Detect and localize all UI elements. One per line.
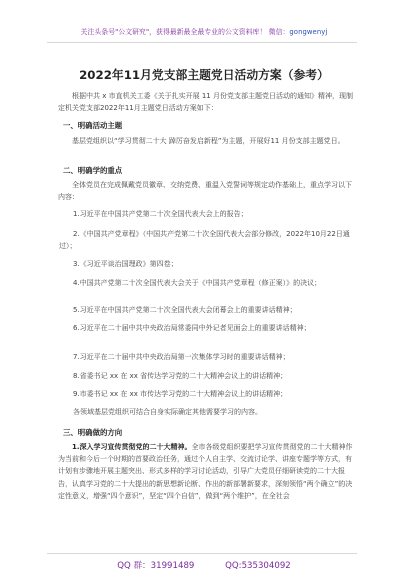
study-item: 5.习近平在中国共产党第二十次全国代表大会闭幕会上的重要讲话精神； xyxy=(73,306,297,314)
wechat-id-link[interactable]: gongwenyj xyxy=(289,28,328,36)
promo-banner xyxy=(0,26,408,36)
section-3-paragraph xyxy=(58,441,358,502)
section-3-heading: 三、明确做的方向 xyxy=(63,428,123,437)
section-3-lead: 1.深入学习宣传贯彻党的二十大精神。 xyxy=(72,443,192,451)
footer-contact xyxy=(0,559,408,571)
intro-paragraph: 根据中共 x 市直机关工委《关于扎实开展 11 月份党支部主题党日活动的通知》精神，现制定机关党支部2022年11月主题党日活动方案如下： xyxy=(58,92,353,112)
study-item: 8.省委书记 xx 在 xx 省传达学习党的二十大精神会议上的讲话精神； xyxy=(73,372,288,380)
section-2-heading: 二、明确学的重点 xyxy=(63,166,123,175)
study-item: 6.习近平在二十届中共中央政治局常委同中外记者见面会上的重要讲话精神； xyxy=(73,324,311,332)
section-3-body: 全市各级党组织要把学习宣传贯彻党的二十大精神作为当前和今后一个时期的首要政治任务，通过个人自主学、交流讨论学、讲座专题学等方式，有计划有步骤地开展主题突出、形式多样的学习讨论活动，引导广大党员仔细研读党的二十大报告，认真学习党的二十大提出的新思想新论断、作出的新部署新要求，深刻领悟“两个确立”的决定性意义，增强“四个意识”，坚定“四个自信”，做到“两个维护”，在全社会 xyxy=(58,443,353,500)
section-1-heading: 一、明确活动主题 xyxy=(63,121,123,130)
banner-text: 关注头条号"公文研究"，获得最新最全最专业的公文资料库！ xyxy=(80,28,267,36)
footer-qq-number: QQ:535304092 xyxy=(225,561,291,571)
section-1-body: 基层党组织以“学习贯彻二十大 踔厉奋发启新程”为主题，开展好11 月份支部主题党日。 xyxy=(72,137,345,145)
study-item: 9.市委书记 xx 在 xx 市传达学习党的二十大精神会议上的讲话精神； xyxy=(73,390,288,398)
section-2-intro: 全体党员在完成佩戴党员徽章、交纳党费、重温入党誓词等规定动作基础上，重点学习以下内容： xyxy=(58,181,352,201)
wechat-label: 微信： xyxy=(268,28,290,36)
study-item: 3.《习近平谈治国理政》第四卷； xyxy=(73,260,178,268)
study-item: 4.中国共产党第二十次全国代表大会关于《中国共产党章程（修正案）》的决议； xyxy=(73,279,322,287)
footer-qq-group: QQ 群：31991489 xyxy=(117,561,195,571)
header-divider xyxy=(47,42,357,43)
study-outro: 各领域基层党组织可结合自身实际确定其他需要学习的内容。 xyxy=(73,408,262,416)
study-item: 2.《中国共产党章程》（中国共产党第二十次全国代表大会部分修改，2022年10月22日通过）； xyxy=(59,230,350,250)
footer-divider xyxy=(47,553,357,554)
document-title: 2022年11月党支部主题党日活动方案（参考） xyxy=(79,68,329,82)
study-item: 1.习近平在中国共产党第二十次全国代表大会上的报告； xyxy=(73,210,248,218)
study-item: 7.习近平在二十届中共中央政治局第一次集体学习时的重要讲话精神； xyxy=(73,353,290,361)
